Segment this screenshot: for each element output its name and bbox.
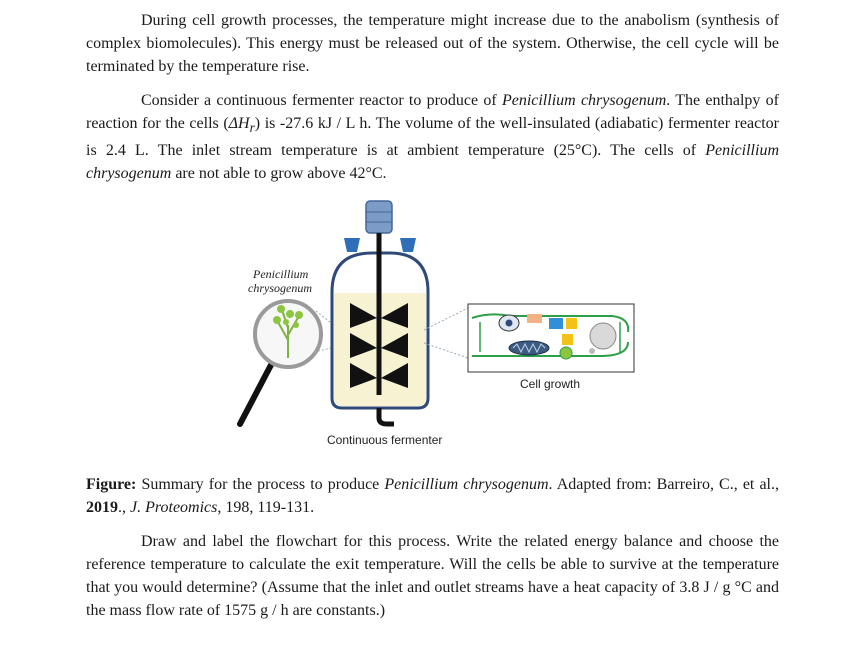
problem-text-4: are not able to grow above 42°C. (171, 165, 387, 183)
problem-text-2: . The enthalpy of reaction for the cells ( (86, 92, 780, 132)
magnifier-label-line2: chrysogenum (248, 281, 312, 295)
cell-membrane (472, 314, 628, 356)
mitochondria-icon (509, 341, 549, 355)
enzyme-yellow-icon (566, 318, 577, 329)
broth (334, 293, 426, 406)
caption-text-4: , 198, 119-131. (217, 499, 315, 516)
vacuole-icon (590, 323, 616, 349)
plant-icon (278, 310, 299, 358)
caption-text-1: Summary for the process to produce (136, 476, 385, 493)
enthalpy-symbol: ΔH (228, 115, 250, 132)
caption-journal: J. Proteomics (130, 499, 218, 516)
enthalpy-subscript: r (249, 120, 255, 136)
impeller-blades (350, 303, 408, 388)
magnifier-label-line1: Penicillium (253, 267, 309, 281)
cell-growth-label: Cell growth (520, 377, 581, 391)
organism-name: Penicillium chrysogenum (501, 92, 667, 109)
enzyme-orange-icon (527, 314, 542, 323)
outlet-pipe (379, 408, 394, 424)
enzyme-blue-icon (549, 318, 563, 329)
vesicle-green-icon (560, 347, 572, 359)
fermenter-label: Continuous fermenter (327, 433, 443, 447)
caption-organism: Penicillium chrysogenum (384, 476, 549, 493)
motor-cap (366, 201, 392, 233)
magnifier-handle (240, 363, 272, 424)
nucleus-icon (499, 315, 519, 331)
inlet-port-left (344, 238, 360, 252)
problem-text-3: ) is -27.6 kJ / L h. The volume of the well-insulated (adiabatic) fermenter reactor is 2.4 L. The inlet stream temperature is at ambient temperature (25°C). The cells of (86, 115, 780, 160)
caption-year: 2019 (86, 499, 118, 516)
magnifier-lens (255, 301, 321, 367)
intro-paragraph: During cell growth processes, the temperature might increase due to the anabolism (synthesis of complex biomolecules). This energy must be released out of the system. Otherwise, the cell cycle will be terminated by the temperature rise. (86, 12, 779, 75)
problem-paragraph (86, 89, 779, 185)
fermenter-vessel (332, 253, 428, 408)
problem-text-1: Consider a continuous fermenter reactor to produce of (141, 92, 502, 109)
caption-text-3: ., (118, 499, 130, 516)
question-paragraph: Draw and label the flowchart for this process. Write the related energy balance and choose the reference temperature to calculate the exit temperature. Will the cells be able to survive at the temperature that you would determine? (Assume that the inlet and outlet streams have a heat capacity of 3.8 J / g °C and the mass flow rate of 1575 g / h are constants.) (86, 533, 779, 619)
organism-name-2: Penicillium chrysogenum (86, 142, 779, 183)
figure-caption (86, 473, 779, 519)
caption-text-2: . Adapted from: Barreiro, C., et al., (548, 476, 779, 493)
caption-label: Figure: (86, 476, 137, 493)
plant-leaves-icon (273, 305, 303, 328)
cell-panel (468, 304, 634, 372)
inlet-port-right (400, 238, 416, 252)
